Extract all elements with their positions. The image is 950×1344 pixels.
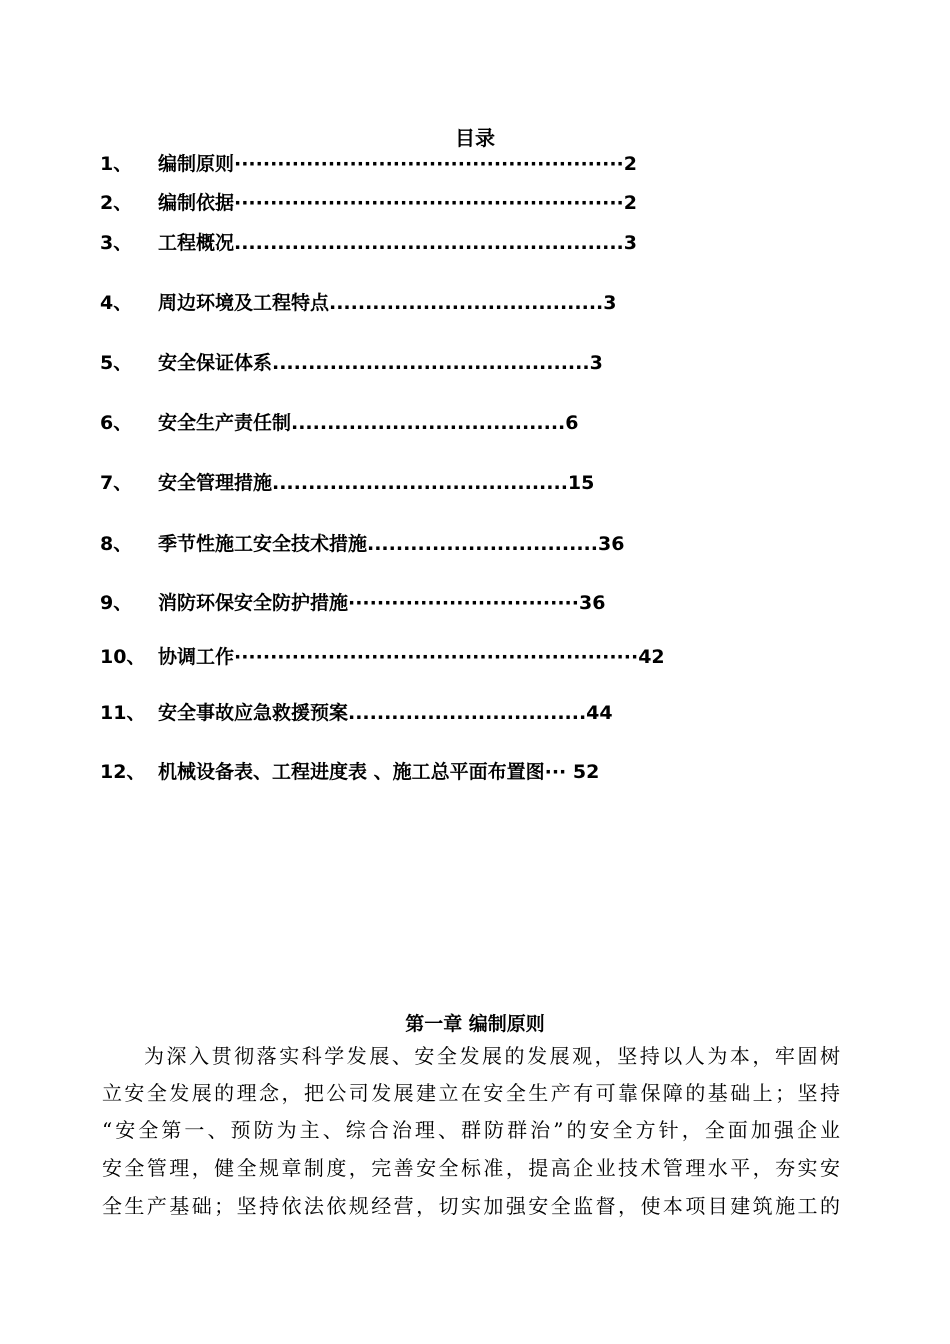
toc-entry-label: 编制依据······················································2: [158, 192, 637, 214]
toc-entry-label: 工程概况......................................................3: [158, 232, 637, 254]
body-line: 为深入贯彻落实科学发展、安全发展的发展观，坚持以人为本，牢固树: [144, 1044, 840, 1068]
toc-entry-label: 安全生产责任制......................................6: [158, 412, 579, 434]
toc-entry-number: 8、: [100, 533, 133, 555]
body-line: 安全管理，健全规章制度，完善安全标准，提高企业技术管理水平，夯实安: [102, 1156, 840, 1180]
chapter-title: 第一章 编制原则: [405, 1013, 545, 1035]
body-line: 全生产基础；坚持依法依规经营，切实加强安全监督，使本项目建筑施工的: [102, 1194, 840, 1218]
toc-entry-number: 2、: [100, 192, 133, 214]
toc-entry-label: 编制原则······················································2: [158, 153, 637, 175]
toc-entry-number: 12、: [100, 761, 146, 783]
toc-entry-label: 机械设备表、工程进度表 、施工总平面布置图··· 52: [158, 761, 600, 783]
toc-entry-label: 协调工作························································42: [158, 646, 665, 668]
toc-entry-label: 季节性施工安全技术措施................................36: [158, 533, 625, 555]
toc-entry-label: 安全管理措施.........................................15: [158, 472, 595, 494]
toc-entry-label: 安全保证体系............................................3: [158, 352, 603, 374]
toc-title: 目录: [455, 126, 495, 150]
body-line: 立安全发展的理念，把公司发展建立在安全生产有可靠保障的基础上；坚持: [102, 1081, 840, 1105]
toc-entry-label: 安全事故应急救援预案.................................44: [158, 702, 613, 724]
toc-entry-label: 周边环境及工程特点......................................3: [158, 292, 617, 314]
body-line: “安全第一、预防为主、综合治理、群防群治”的安全方针，全面加强企业: [102, 1118, 840, 1142]
toc-entry-number: 10、: [100, 646, 146, 668]
toc-entry-number: 1、: [100, 153, 133, 175]
toc-entry-number: 5、: [100, 352, 133, 374]
toc-entry-label: 消防环保安全防护措施································36: [158, 592, 606, 614]
toc-entry-number: 11、: [100, 702, 146, 724]
toc-entry-number: 9、: [100, 592, 133, 614]
toc-entry-number: 4、: [100, 292, 133, 314]
toc-entry-number: 6、: [100, 412, 133, 434]
toc-entry-number: 3、: [100, 232, 133, 254]
toc-entry-number: 7、: [100, 472, 133, 494]
